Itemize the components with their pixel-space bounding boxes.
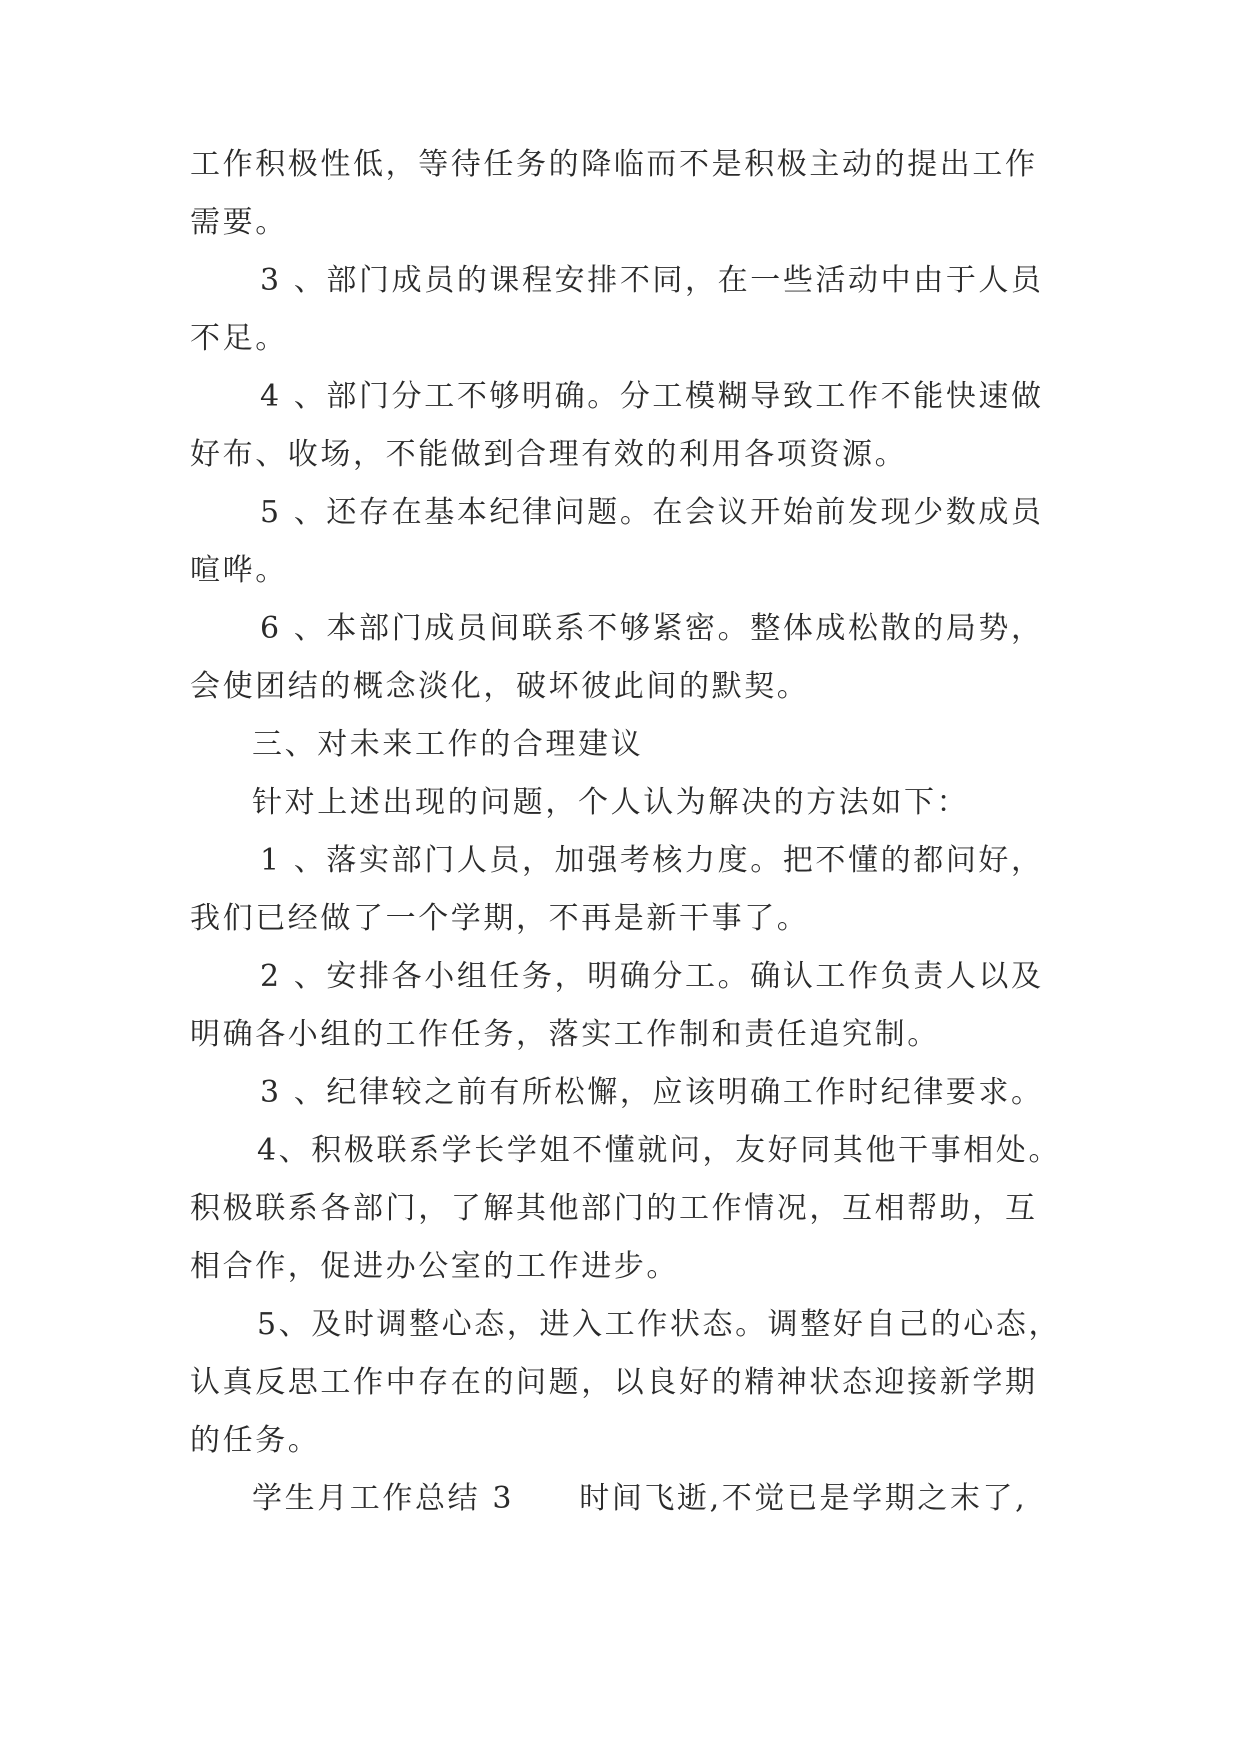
text-line: 明确各小组的工作任务，落实工作制和责任追究制。 bbox=[190, 1017, 940, 1052]
section-heading: 三、对未来工作的合理建议 bbox=[252, 727, 644, 762]
text-line: 4、积极联系学长学姐不懂就问，友好同其他干事相处。 bbox=[257, 1133, 1062, 1168]
text-line: 学生月工作总结 3 时间飞逝,不觉已是学期之末了, bbox=[252, 1481, 1028, 1516]
text-line: 需要。 bbox=[190, 205, 288, 240]
text-line: 不足。 bbox=[190, 321, 288, 356]
text-line: 我们已经做了一个学期，不再是新干事了。 bbox=[190, 901, 810, 936]
text-line: 3 、部门成员的课程安排不同，在一些活动中由于人员 bbox=[260, 263, 1044, 298]
text-line: 相合作，促进办公室的工作进步。 bbox=[190, 1249, 679, 1284]
text-line: 好布、收场，不能做到合理有效的利用各项资源。 bbox=[190, 437, 908, 472]
text-line: 6 、本部门成员间联系不够紧密。整体成松散的局势， bbox=[260, 611, 1044, 646]
text-line: 工作积极性低，等待任务的降临而不是积极主动的提出工作 bbox=[190, 147, 1038, 182]
text-line: 3 、纪律较之前有所松懈，应该明确工作时纪律要求。 bbox=[260, 1075, 1044, 1110]
text-line: 积极联系各部门，了解其他部门的工作情况，互相帮助，互 bbox=[190, 1191, 1038, 1226]
text-line: 2 、安排各小组任务，明确分工。确认工作负责人以及 bbox=[260, 959, 1044, 994]
text-line: 会使团结的概念淡化，破坏彼此间的默契。 bbox=[190, 669, 810, 704]
text-line: 的任务。 bbox=[190, 1423, 321, 1458]
text-line: 认真反思工作中存在的问题，以良好的精神状态迎接新学期 bbox=[190, 1365, 1038, 1400]
text-line: 针对上述出现的问题，个人认为解决的方法如下： bbox=[252, 785, 970, 820]
text-line: 5、及时调整心态，进入工作状态。调整好自己的心态， bbox=[257, 1307, 1062, 1342]
text-line: 喧哗。 bbox=[190, 553, 288, 588]
text-line: 4 、部门分工不够明确。分工模糊导致工作不能快速做 bbox=[260, 379, 1044, 414]
text-line: 1 、落实部门人员，加强考核力度。把不懂的都问好， bbox=[260, 843, 1044, 878]
text-line: 5 、还存在基本纪律问题。在会议开始前发现少数成员 bbox=[260, 495, 1044, 530]
